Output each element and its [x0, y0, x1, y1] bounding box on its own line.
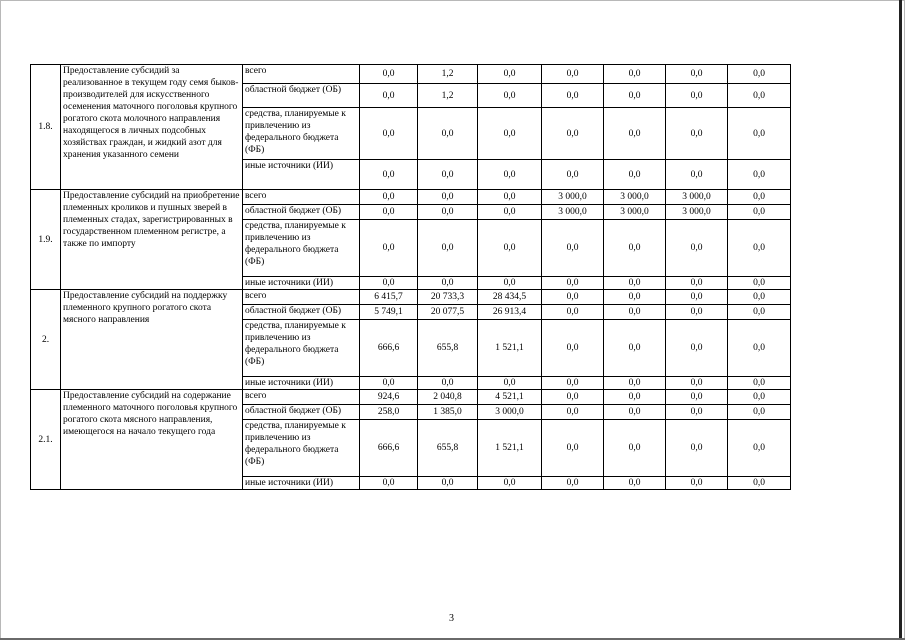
measure-description: Предоставление субсидий на поддержку племенного крупного рогатого скота мясного направления [61, 290, 243, 390]
table-row [31, 390, 791, 405]
amount-cell: 20 733,3 [418, 290, 478, 305]
amount-cell: 28 434,5 [478, 290, 542, 305]
amount-cell: 0,0 [418, 205, 478, 220]
amount-cell: 0,0 [542, 405, 604, 420]
amount-cell: 0,0 [666, 420, 728, 477]
amount-cell: 0,0 [604, 160, 666, 190]
amount-cell: 0,0 [728, 420, 791, 477]
amount-cell: 0,0 [478, 65, 542, 84]
amount-cell: 0,0 [728, 390, 791, 405]
amount-cell: 0,0 [360, 190, 418, 205]
amount-cell: 0,0 [666, 108, 728, 160]
amount-cell: 0,0 [542, 108, 604, 160]
amount-cell: 5 749,1 [360, 305, 418, 320]
amount-cell: 0,0 [604, 420, 666, 477]
amount-cell: 0,0 [728, 277, 791, 290]
amount-cell: 0,0 [478, 277, 542, 290]
row-index: 2.1. [31, 390, 61, 490]
funding-source: областной бюджет (ОБ) [243, 205, 360, 220]
amount-cell: 0,0 [604, 220, 666, 277]
amount-cell: 0,0 [478, 160, 542, 190]
amount-cell: 0,0 [666, 305, 728, 320]
amount-cell: 0,0 [604, 108, 666, 160]
amount-cell: 655,8 [418, 320, 478, 377]
amount-cell: 3 000,0 [478, 405, 542, 420]
amount-cell: 666,6 [360, 320, 418, 377]
amount-cell: 0,0 [666, 277, 728, 290]
funding-source: иные источники (ИИ) [243, 277, 360, 290]
amount-cell: 0,0 [542, 65, 604, 84]
amount-cell: 0,0 [360, 65, 418, 84]
amount-cell: 3 000,0 [666, 190, 728, 205]
amount-cell: 0,0 [478, 190, 542, 205]
amount-cell: 0,0 [542, 220, 604, 277]
funding-source: областной бюджет (ОБ) [243, 84, 360, 108]
measure-description: Предоставление субсидий на содержание племенного маточного поголовья крупного рогатого скота мясного направления, имеющегося на начало текущего года [61, 390, 243, 490]
amount-cell: 0,0 [728, 377, 791, 390]
amount-cell: 0,0 [666, 160, 728, 190]
amount-cell: 0,0 [604, 65, 666, 84]
funding-source: всего [243, 190, 360, 205]
amount-cell: 0,0 [604, 84, 666, 108]
amount-cell: 0,0 [478, 108, 542, 160]
funding-source: всего [243, 390, 360, 405]
amount-cell: 0,0 [604, 277, 666, 290]
amount-cell: 0,0 [728, 84, 791, 108]
amount-cell: 3 000,0 [604, 205, 666, 220]
amount-cell: 0,0 [418, 277, 478, 290]
amount-cell: 0,0 [360, 220, 418, 277]
amount-cell: 0,0 [542, 477, 604, 490]
amount-cell: 0,0 [728, 220, 791, 277]
funding-table [30, 64, 791, 490]
funding-source: иные источники (ИИ) [243, 477, 360, 490]
amount-cell: 258,0 [360, 405, 418, 420]
amount-cell: 924,6 [360, 390, 418, 405]
amount-cell: 0,0 [478, 377, 542, 390]
amount-cell: 0,0 [542, 420, 604, 477]
amount-cell: 666,6 [360, 420, 418, 477]
amount-cell: 0,0 [478, 84, 542, 108]
amount-cell: 3 000,0 [542, 190, 604, 205]
amount-cell: 0,0 [360, 277, 418, 290]
amount-cell: 0,0 [360, 477, 418, 490]
row-index: 2. [31, 290, 61, 390]
row-index: 1.9. [31, 190, 61, 290]
amount-cell: 0,0 [542, 305, 604, 320]
amount-cell: 1,2 [418, 65, 478, 84]
amount-cell: 1,2 [418, 84, 478, 108]
amount-cell: 0,0 [542, 84, 604, 108]
amount-cell: 3 000,0 [542, 205, 604, 220]
amount-cell: 0,0 [418, 108, 478, 160]
amount-cell: 0,0 [542, 277, 604, 290]
amount-cell: 1 385,0 [418, 405, 478, 420]
amount-cell: 0,0 [418, 160, 478, 190]
table-row [31, 65, 791, 84]
amount-cell: 0,0 [478, 220, 542, 277]
amount-cell: 0,0 [418, 377, 478, 390]
funding-source: областной бюджет (ОБ) [243, 305, 360, 320]
amount-cell: 0,0 [478, 477, 542, 490]
amount-cell: 0,0 [418, 477, 478, 490]
amount-cell: 0,0 [604, 377, 666, 390]
amount-cell: 0,0 [604, 290, 666, 305]
amount-cell: 0,0 [666, 320, 728, 377]
amount-cell: 0,0 [542, 390, 604, 405]
amount-cell: 0,0 [360, 84, 418, 108]
amount-cell: 2 040,8 [418, 390, 478, 405]
amount-cell: 0,0 [360, 377, 418, 390]
amount-cell: 0,0 [666, 220, 728, 277]
amount-cell: 1 521,1 [478, 420, 542, 477]
amount-cell: 0,0 [728, 190, 791, 205]
amount-cell: 20 077,5 [418, 305, 478, 320]
amount-cell: 0,0 [728, 108, 791, 160]
amount-cell: 0,0 [666, 84, 728, 108]
amount-cell: 0,0 [666, 390, 728, 405]
amount-cell: 1 521,1 [478, 320, 542, 377]
amount-cell: 0,0 [728, 160, 791, 190]
amount-cell: 0,0 [418, 220, 478, 277]
amount-cell: 0,0 [666, 65, 728, 84]
amount-cell: 0,0 [728, 205, 791, 220]
amount-cell: 0,0 [604, 477, 666, 490]
amount-cell: 0,0 [666, 290, 728, 305]
scan-edge-shadow [899, 0, 902, 640]
amount-cell: 0,0 [360, 160, 418, 190]
funding-source: всего [243, 65, 360, 84]
measure-description: Предоставление субсидий на приобретение племенных кроликов и пушных зверей в племенных стадах, зарегистрированных в государственном племенном регистре, а также по импорту [61, 190, 243, 290]
amount-cell: 0,0 [666, 405, 728, 420]
amount-cell: 3 000,0 [604, 190, 666, 205]
amount-cell: 0,0 [542, 320, 604, 377]
amount-cell: 0,0 [728, 290, 791, 305]
amount-cell: 0,0 [728, 320, 791, 377]
funding-source: иные источники (ИИ) [243, 160, 360, 190]
amount-cell: 0,0 [542, 290, 604, 305]
funding-source: средства, планируемые к привлечению из федерального бюджета (ФБ) [243, 420, 360, 477]
amount-cell: 0,0 [728, 477, 791, 490]
amount-cell: 0,0 [728, 65, 791, 84]
amount-cell: 0,0 [666, 377, 728, 390]
amount-cell: 3 000,0 [666, 205, 728, 220]
funding-source: средства, планируемые к привлечению из федерального бюджета (ФБ) [243, 108, 360, 160]
amount-cell: 0,0 [728, 305, 791, 320]
funding-source: всего [243, 290, 360, 305]
amount-cell: 655,8 [418, 420, 478, 477]
amount-cell: 0,0 [604, 320, 666, 377]
funding-source: средства, планируемые к привлечению из федерального бюджета (ФБ) [243, 320, 360, 377]
amount-cell: 26 913,4 [478, 305, 542, 320]
page-number: 3 [449, 613, 454, 624]
measure-description: Предоставление субсидий за реализованное в текущем году семя быков-производителей для искусственного осеменения маточного поголовья крупного рогатого скота молочного направления находящегося в личных подсобных хозяйствах граждан, и жидкий азот для хранения указанного семени [61, 65, 243, 190]
amount-cell: 0,0 [728, 405, 791, 420]
row-index: 1.8. [31, 65, 61, 190]
amount-cell: 0,0 [478, 205, 542, 220]
amount-cell: 0,0 [542, 160, 604, 190]
amount-cell: 4 521,1 [478, 390, 542, 405]
amount-cell: 0,0 [604, 405, 666, 420]
funding-source: средства, планируемые к привлечению из федерального бюджета (ФБ) [243, 220, 360, 277]
amount-cell: 0,0 [604, 390, 666, 405]
amount-cell: 0,0 [604, 305, 666, 320]
amount-cell: 0,0 [360, 108, 418, 160]
funding-source: иные источники (ИИ) [243, 377, 360, 390]
table-row [31, 290, 791, 305]
amount-cell: 0,0 [360, 205, 418, 220]
amount-cell: 0,0 [666, 477, 728, 490]
amount-cell: 0,0 [418, 190, 478, 205]
table-row [31, 190, 791, 205]
amount-cell: 0,0 [542, 377, 604, 390]
amount-cell: 6 415,7 [360, 290, 418, 305]
funding-source: областной бюджет (ОБ) [243, 405, 360, 420]
